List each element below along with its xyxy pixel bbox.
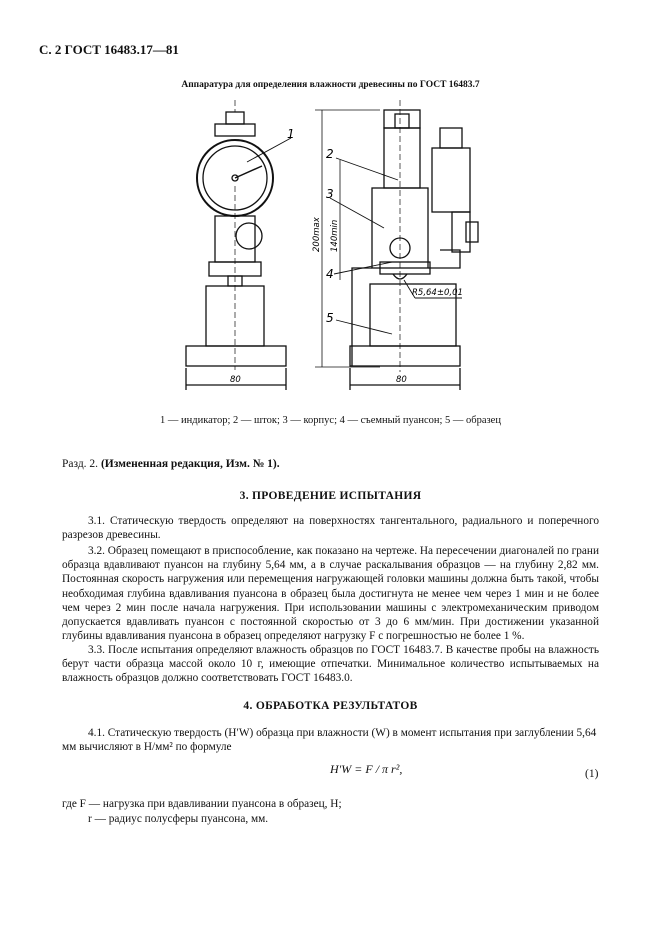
dim-width-right: 80 — [396, 375, 407, 385]
right-knob — [452, 212, 470, 252]
para-3-2: 3.2. Образец помещают в приспособление, как показано на чертеже. На пересечении диагоналей по грани образца вдавливают пуансон на глубину 5,64 мм, а в случае раскалывания образцов — на глубину 2,82 мм. Постоянная скорость нагружения или перемещения нагружающей головки машины должна быть такой, чтобы необходимая глубина вдавливания пуансона в образец была достигнута не менее чем через 1 мин и не более чем через 2 мин после начала нагружения. При использовании машины с электромеханическим приводом допускается вдавливать пуансон с постоянной скоростью от 3 до 6 мм/мин. При достижении указанной глубины вдавливания пуансона в образец определяют нагрузку F с погрешностью не более 1 %. — [62, 545, 599, 643]
right-top-screw — [395, 114, 409, 128]
right-rod — [384, 128, 420, 188]
figure-label-1: 1 — [287, 127, 295, 141]
revision-note — [62, 458, 280, 470]
revision-prefix: Разд. 2. — [62, 458, 99, 470]
dim-width-left: 80 — [230, 375, 241, 385]
figure-label-2: 2 — [326, 147, 334, 161]
para-3-1: 3.1. Статическую твердость определяют на поверхностях тангентального, радиального и поперечного разрезов древесины. — [62, 515, 599, 542]
dim-height-min: 140min — [330, 219, 340, 252]
section-4-title: 4. ОБРАБОТКА РЕЗУЛЬТАТОВ — [243, 700, 418, 712]
figure-title: Аппаратура для определения влажности древесины по ГОСТ 16483.7 — [181, 80, 480, 90]
left-base — [186, 346, 286, 366]
section-3-title: 3. ПРОВЕДЕНИЕ ИСПЫТАНИЯ — [239, 490, 422, 502]
where-desc-r: — радиус полусферы пуансона, мм. — [94, 813, 269, 825]
indicator-cap — [226, 112, 244, 124]
where-row-r — [88, 813, 268, 825]
right-base — [350, 346, 460, 366]
indicator-neck — [215, 124, 255, 136]
para-4-1: 4.1. Статическую твердость (H′W) образца при влажности (W) в момент испытания при заглублении 5,64 мм вычисляют в Н/мм² по формуле — [62, 727, 597, 754]
where-desc-F: — нагрузка при вдавливании пуансона в образец, Н; — [88, 798, 342, 810]
dim-height-max: 200max — [312, 217, 322, 252]
figure-label-5: 5 — [326, 311, 334, 325]
right-dial-top — [440, 128, 462, 148]
dim-radius: R5,64±0,01 — [412, 288, 463, 298]
para-3-3: 3.3. После испытания определяют влажность образцов по ГОСТ 16483.7. В качестве пробы на влажность берут части образца массой около 10 г, имеющие отпечатки. Минимальное количество испытываемых на влажность образцов должно соответствовать ГОСТ 16483.0. — [62, 644, 599, 685]
figure-caption: 1 — индикатор; 2 — шток; 3 — корпус; 4 — съемный пуансон; 5 — образец — [160, 415, 501, 426]
right-knob-cap — [466, 222, 478, 242]
right-top-cap — [384, 110, 420, 128]
figure-label-3: 3 — [326, 187, 334, 201]
where-row-F — [62, 798, 342, 810]
where-symbol-r: r — [88, 813, 92, 825]
figure-label-4: 4 — [326, 267, 334, 281]
where-symbol-F: где F — [62, 798, 86, 810]
revision-text: (Измененная редакция, Изм. № 1). — [100, 458, 280, 470]
dial-needle — [235, 166, 262, 178]
equation-number: (1) — [585, 768, 599, 780]
apparatus-drawing — [0, 0, 661, 400]
right-dial-side — [432, 148, 470, 212]
formula-1: H′W = F / π r², — [330, 762, 403, 776]
page-header: С. 2 ГОСТ 16483.17—81 — [39, 42, 179, 57]
stem-knob — [236, 223, 262, 249]
